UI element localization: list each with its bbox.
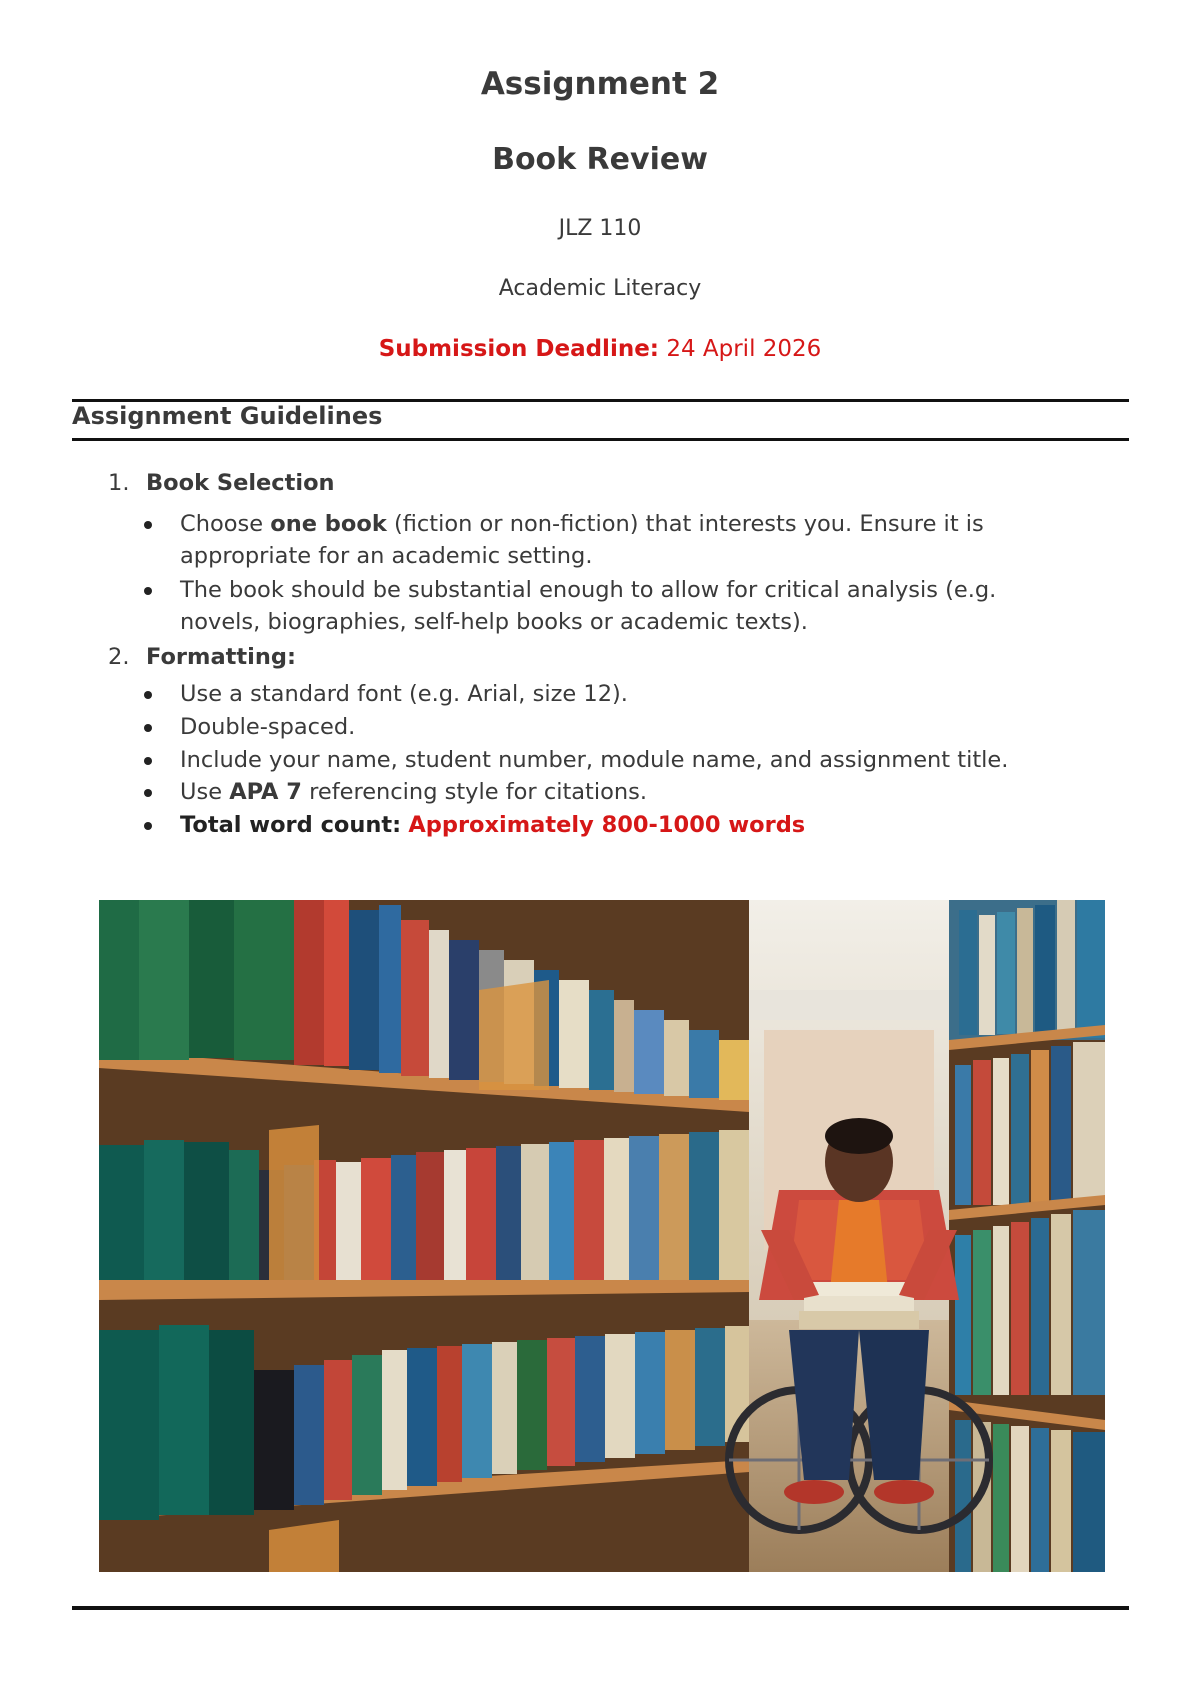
bullet-text: Double-spaced. xyxy=(180,714,356,740)
deadline-label: Submission Deadline: xyxy=(378,336,659,362)
bullet-text: Choose xyxy=(180,511,271,537)
bullet-icon xyxy=(144,724,152,732)
module-name: Academic Literacy xyxy=(498,276,702,301)
library-illustration xyxy=(99,900,1105,1572)
library-photo xyxy=(99,900,1105,1572)
page-subtitle: Book Review xyxy=(492,142,708,177)
item-title: Formatting: xyxy=(146,644,296,670)
bullet-text: Use a standard font (e.g. Arial, size 12). xyxy=(180,681,628,707)
bullet-icon xyxy=(144,691,152,699)
bullet-icon xyxy=(144,822,152,830)
divider-under-heading xyxy=(72,438,1129,441)
bullet-text: The book should be substantial enough to allow for critical analysis (e.g. novels, biographies, self-help books or academic texts). xyxy=(180,577,997,635)
bullet-item xyxy=(180,678,1080,710)
item-number: 1. xyxy=(108,470,130,496)
bullet-item xyxy=(180,744,1180,776)
bullet-item xyxy=(180,776,1080,808)
item-number: 2. xyxy=(108,644,130,670)
bullet-item-word-count xyxy=(180,809,1080,841)
page-title: Assignment 2 xyxy=(480,66,720,102)
divider-bottom xyxy=(72,1606,1129,1610)
item-title: Book Selection xyxy=(146,470,335,496)
bullet-item xyxy=(180,574,1080,638)
module-code: JLZ 110 xyxy=(558,216,642,241)
bullet-bold-text: one book xyxy=(270,511,387,537)
bullet-bold-text: APA 7 xyxy=(229,779,302,805)
deadline-date: 24 April 2026 xyxy=(666,336,822,362)
bullet-icon xyxy=(144,587,152,595)
bullet-item xyxy=(180,508,1080,572)
bullet-text: referencing style for citations. xyxy=(301,779,648,805)
submission-deadline xyxy=(0,336,1200,362)
list-item-book-selection xyxy=(108,470,335,496)
bullet-text: (fiction or non-fiction) that interests you. Ensure it is appropriate for an academic setting. xyxy=(180,511,984,569)
list-item-formatting xyxy=(108,644,296,670)
bullet-text: Include your name, student number, module name, and assignment title. xyxy=(180,747,1009,773)
bullet-text: Use xyxy=(180,779,230,805)
bullet-icon xyxy=(144,789,152,797)
bullet-item xyxy=(180,711,1080,743)
section-heading: Assignment Guidelines xyxy=(72,402,383,430)
bullet-icon xyxy=(144,757,152,765)
word-count-value: Approximately 800-1000 words xyxy=(408,812,806,838)
bullet-icon xyxy=(144,521,152,529)
word-count-label: Total word count: xyxy=(180,812,402,838)
